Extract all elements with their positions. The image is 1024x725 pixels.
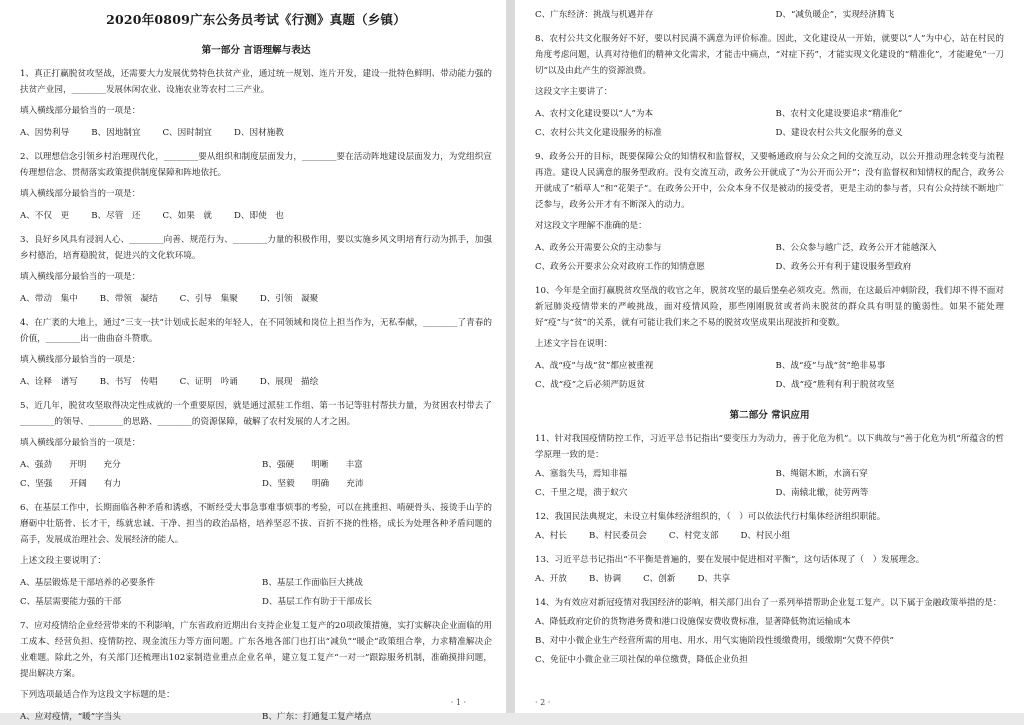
- option: A、诠释 谱写: [20, 377, 78, 387]
- option: C、坚强 开阔 有力: [20, 479, 122, 489]
- question-3-options: [20, 292, 492, 307]
- option: A、基层锻炼是干部培养的必要条件: [20, 578, 156, 588]
- option: C、引导 集聚: [179, 294, 238, 304]
- option: D、基层工作有助于干部成长: [262, 597, 373, 607]
- option: D、“减负暖企”，实现经济腾飞: [775, 10, 895, 20]
- question-6: 6、在基层工作中，长期面临各种矛盾和诱惑，不断经受大事急事难事烦事的考验，可以在挑重担、啃硬骨头、接烫手山芋的磨砺中壮筋骨、长才干，练就忠诚、干净、担当的政治品格，培养坚忍不拔、百折不挠的性格，成长为处理各种矛盾问题的高手，发展成治理社会、发展经济的能人。: [20, 503, 492, 545]
- option: A、战“疫”与战“贫”都应被重视: [535, 361, 654, 371]
- option: A、塞翁失马，焉知非福: [535, 469, 628, 479]
- question-7: 7、应对疫情给企业经营带来的不利影响，广东省政府近期出台支持企业复工复产的20项政策措施，实打实解决企业面临的用工成本、经营负担、疫情防控、现金流压力等方面问题。广东各地各部门也打出“减负”“暖企”政策组合拳，力求精准解决企业难题。除此之外，有关部门还梳理出102家制造业重点企业名单，建立复工复产“一对一”跟踪服务机制，准确摸排问题，提出解决方案。: [20, 621, 492, 679]
- option: B、因地制宜: [91, 128, 141, 138]
- option: A、村长: [535, 531, 567, 541]
- option: B、对中小微企业生产经营所需的用电、用水、用气实施阶段性缓缴费用，缓缴期“欠费不停供”: [535, 636, 894, 646]
- question-7-prompt: 下列选项最适合作为这段文字标题的是：: [20, 690, 175, 700]
- option: B、尽管 还: [91, 211, 141, 221]
- question-7-options-continued: [535, 8, 1004, 23]
- question-9: 9、政务公开的目标，既要保障公众的知情权和监督权，又要畅通政府与公众之间的交流互动，以公开推动理念转变与流程再造。建设人民满意的服务型政府。没有交流互动，政务公开就成了“为公开而公开”；没有监督权和知情权的配合，政务公开就成了“稻草人”和“花架子”。在政务公开中，公众本身不仅是被动的接受者，更是主动的参与者，只有公众持续不断地广泛参与，政务公开才有不断深入的动力。: [535, 152, 1004, 210]
- question-10: 10、今年是全面打赢脱贫攻坚战的收官之年，脱贫攻坚的最后堡垒必须攻克。然而，在这最后冲刺阶段，我们却不得不面对新冠肺炎疫情带来的严峻挑战，面对疫情风险，那些刚刚脱贫或者尚未脱贫的群众具有明显的脆弱性。如果不能处理好“疫”与“贫”的关系，就有可能让我们来之不易的脱贫攻坚成果出现波折和变数。: [535, 286, 1004, 328]
- question-9-options: [535, 241, 1004, 275]
- question-4-prompt: 填入横线部分最恰当的一项是：: [20, 355, 141, 365]
- question-9-prompt: 对这段文字理解不准确的是：: [535, 221, 647, 231]
- option: A、不仅 更: [20, 211, 70, 221]
- page-gutter: [506, 0, 515, 713]
- question-2: 2、以理想信念引领乡村治理现代化，________要从组织和制度层面发力，________要在活动阵地建设层面发力，为党组织宣传理想信念、贯彻落实政策提供制度保障和阵地依托。: [20, 152, 492, 178]
- question-7-options: [20, 710, 492, 725]
- option: D、引领 凝聚: [259, 294, 319, 304]
- question-8: 8、农村公共文化服务好不好，要以村民满不满意为评价标准。因此，文化建设从一开始，就要以“人”为中心，站在村民的角度考虑问题，认真对待他们的精神文化需求，才能击中痛点，“对症下药”，才能实现文化建设的“精准化”，才能避免“一刀切”以及由此产生的资源浪费。: [535, 34, 1004, 76]
- option: A、应对疫情，“暖”字当头: [20, 712, 121, 722]
- option: C、创新: [643, 574, 676, 584]
- question-5: 5、近几年，脱贫攻坚取得决定性成就的一个重要原因，就是通过派驻工作组、第一书记等驻村帮扶力量，为贫困农村带去了________的领导、________的思路、________的资源保障，破解了农村发展的人才之困。: [20, 401, 492, 427]
- option: C、村党支部: [668, 531, 719, 541]
- option: C、战“疫”之后必须严防返贫: [535, 380, 645, 390]
- option: A、带动 集中: [20, 294, 78, 304]
- question-8-options: [535, 107, 1004, 141]
- question-11: 11、针对我国疫情防控工作，习近平总书记指出“要变压力为动力，善于化危为机”。以下典故与“善于化危为机”所蕴含的哲学原理一致的是：: [535, 434, 1004, 460]
- option: B、基层工作面临巨大挑战: [262, 578, 363, 588]
- question-3: 3、良好乡风具有浸润人心、________向善、规范行为、________力量的积极作用，要以实施乡风文明培育行动为抓手，加强乡村德治，培育稳脱贫，促进兴的文化软环境。: [20, 235, 492, 261]
- option: B、强硬 明晰 丰富: [262, 460, 363, 470]
- document-page-1: [0, 0, 506, 722]
- option: D、战“疫”胜利有利于脱贫攻坚: [775, 380, 895, 390]
- option: C、如果 就: [162, 211, 213, 221]
- option: D、共享: [697, 574, 731, 584]
- question-14-options: [535, 615, 1004, 668]
- page-number: · 1 ·: [450, 698, 466, 707]
- document-title: 2020年0809广东公务员考试《行测》真题（乡镇）: [106, 12, 406, 27]
- option: D、建设农村公共文化服务的意义: [775, 128, 903, 138]
- option: B、农村文化建设要追求“精准化”: [775, 109, 903, 119]
- option: D、村民小组: [740, 531, 791, 541]
- option: C、免征中小微企业三项社保的单位缴费，降低企业负担: [535, 655, 748, 665]
- option: C、基层需要能力强的干部: [20, 597, 122, 607]
- option: C、千里之堤，溃于蚁穴: [535, 488, 628, 498]
- question-4: 4、在广袤的大地上，通过“三支一扶”计划成长起来的年轻人，在不同领域和岗位上担当作为，无私奉献，________了青春的价值，________出一曲曲奋斗赞歌。: [20, 318, 492, 344]
- document-page-2: [515, 0, 1024, 713]
- option: A、政务公开需要公众的主动参与: [535, 243, 662, 253]
- option: C、政务公开要求公众对政府工作的知情意愿: [535, 262, 705, 272]
- question-10-options: [535, 359, 1004, 393]
- option: C、证明 吟诵: [179, 377, 238, 387]
- question-13: 13、习近平总书记指出“不平衡是普遍的，要在发展中促进相对平衡”，这句话体现了（ ）发展理念。: [535, 555, 925, 565]
- option: C、因时制宜: [162, 128, 213, 138]
- question-1-prompt: 填入横线部分最恰当的一项是：: [20, 106, 141, 116]
- question-12-options: [535, 529, 1004, 544]
- question-3-prompt: 填入横线部分最恰当的一项是：: [20, 272, 141, 282]
- option: D、即使 也: [234, 211, 284, 221]
- question-4-options: [20, 375, 492, 390]
- option: B、村民委员会: [589, 531, 647, 541]
- option: C、农村公共文化建设服务的标准: [535, 128, 662, 138]
- question-6-prompt: 上述文段主要说明了：: [20, 556, 106, 566]
- question-13-options: [535, 572, 1004, 587]
- question-5-options: [20, 458, 492, 492]
- option: A、开放: [535, 574, 567, 584]
- page-number: · 2 ·: [535, 698, 551, 707]
- option: B、带领 凝结: [99, 294, 158, 304]
- option: C、广东经济：挑战与机遇并存: [535, 10, 654, 20]
- question-8-prompt: 这段文字主要讲了：: [535, 87, 613, 97]
- option: D、政务公开有利于建设服务型政府: [775, 262, 912, 272]
- option: B、公众参与越广泛，政务公开才能越深入: [775, 243, 937, 253]
- section-title-common-sense: 第二部分 常识应用: [729, 410, 810, 421]
- option: B、广东：打通复工复产堵点: [262, 712, 372, 722]
- option: A、降低政府定价的货物港务费和港口设施保安费收费标准，显著降低物流运输成本: [535, 617, 851, 627]
- option: A、农村文化建设要以“人”为本: [535, 109, 654, 119]
- question-2-prompt: 填入横线部分最恰当的一项是：: [20, 189, 141, 199]
- option: A、因势利导: [20, 128, 70, 138]
- question-1: 1、真正打赢脱贫攻坚战，还需要大力发展优势特色扶贫产业，通过统一规划、连片开发，建设一批特色鲜明、带动能力强的扶贫产业园，________发展休闲农业、设施农业等农村二三产业。: [20, 69, 492, 95]
- option: B、协调: [589, 574, 622, 584]
- question-2-options: [20, 209, 492, 224]
- question-12: 12、我国民法典规定，未设立村集体经济组织的，（ ）可以依法代行村集体经济组织职能。: [535, 512, 886, 522]
- option: A、强劲 开明 充分: [20, 460, 121, 470]
- question-5-prompt: 填入横线部分最恰当的一项是：: [20, 438, 141, 448]
- option: D、坚毅 明确 充沛: [262, 479, 364, 489]
- question-6-options: [20, 576, 492, 610]
- question-10-prompt: 上述文字旨在说明：: [535, 339, 613, 349]
- question-14: 14、为有效应对新冠疫情对我国经济的影响，相关部门出台了一系列举措帮助企业复工复产。以下属于金融政策举措的是：: [535, 598, 1002, 608]
- option: B、绳锯木断，水滴石穿: [775, 469, 868, 479]
- option: D、展现 描绘: [259, 377, 319, 387]
- option: B、战“疫”与战“贫”绝非易事: [775, 361, 886, 371]
- section-title-verbal: 第一部分 言语理解与表达: [201, 45, 311, 56]
- option: B、书写 传唱: [99, 377, 158, 387]
- question-11-options: [535, 467, 1004, 501]
- option: D、因材施教: [234, 128, 284, 138]
- option: D、南辕北辙，徒劳两等: [775, 488, 869, 498]
- question-1-options: [20, 126, 492, 141]
